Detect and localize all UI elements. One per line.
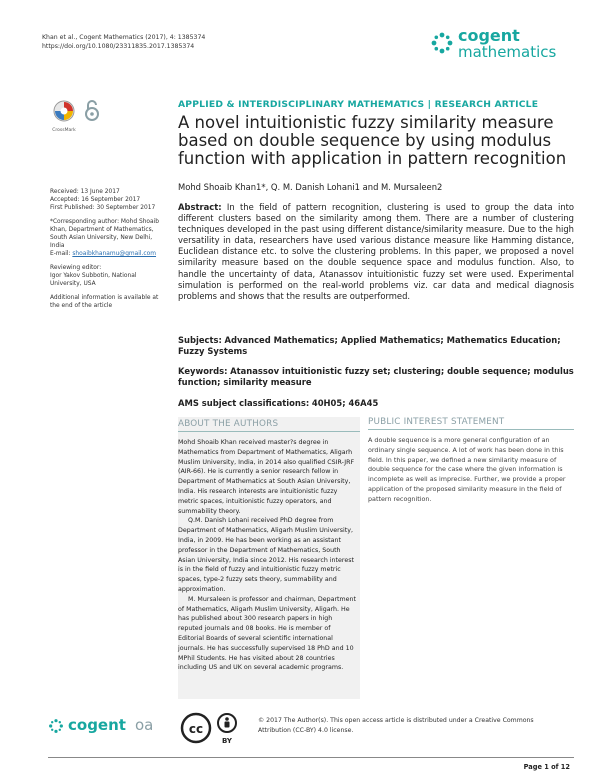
cogent-dots-icon bbox=[430, 31, 454, 55]
logo-brand: cogent bbox=[458, 26, 520, 45]
keywords bbox=[178, 366, 574, 388]
footer-logo-cogent: cogent bbox=[68, 716, 126, 734]
attribution-icon bbox=[214, 712, 240, 748]
crossmark-icon bbox=[50, 100, 78, 124]
reviewing-editor-label: Reviewing editor: bbox=[50, 265, 102, 271]
additional-info: Additional information is available at the end of the article bbox=[50, 295, 159, 309]
public-interest-heading: PUBLIC INTEREST STATEMENT bbox=[368, 417, 574, 430]
authors-line: Mohd Shoaib Khan1*, Q. M. Danish Lohani1 and M. Mursaleen2 bbox=[178, 182, 443, 192]
ams-value: 40H05; 46A45 bbox=[311, 398, 379, 408]
keywords-label: Keywords: bbox=[178, 366, 228, 376]
footer-divider bbox=[48, 757, 574, 758]
published-date: First Published: 30 September 2017 bbox=[50, 205, 156, 211]
abstract bbox=[178, 202, 574, 302]
open-access-badge bbox=[84, 100, 100, 122]
creative-commons-badge[interactable] bbox=[178, 712, 214, 748]
public-interest-statement bbox=[368, 417, 574, 505]
about-paragraph: Mohd Shoaib Khan received master?s degree in Mathematics from Department of Mathematics, Aligarh Muslim University, India, in 2014 also qualified CSIR-JRF (AIR-66). He is currently a senior research fellow in Department of Mathematics at South Asian University, India. His research interests are intuitionistic fuzzy metric spaces, intuitionistic fuzzy operators, and summability theory. bbox=[178, 439, 355, 515]
email-link[interactable]: shoaibkhanamu@gmail.com bbox=[72, 251, 157, 257]
license-text: © 2017 The Author(s). This open access article is distributed under a Creative Commons Attribution (CC-BY) 4.0 license. bbox=[258, 717, 534, 734]
subjects-value: Advanced Mathematics; Applied Mathematics; Mathematics Education; Fuzzy Systems bbox=[178, 335, 561, 356]
corresponding-author: *Corresponding author: Mohd Shoaib Khan, Department of Mathematics, South Asian University, New Delhi, India bbox=[50, 219, 160, 249]
email-label: E-mail: bbox=[50, 251, 71, 257]
public-interest-text: A double sequence is a more general configuration of an ordinary single sequence. A lot of work has been done in this field. In this paper, we defined a new similarity measure of double sequence for the case where the given information is incomplete as well as imprecise. Further, we provide a proper application of the proposed similarity measure in the field of pattern recognition. bbox=[368, 436, 566, 503]
doi-link[interactable]: https://doi.org/10.1080/23311835.2017.1385374 bbox=[42, 43, 195, 50]
about-paragraph: M. Mursaleen is professor and chairman, Department of Mathematics, Aligarh Muslim University, Aligarh. He has published about 300 research papers in high reputed journals and 08 books. He is member of Editorial Boards of several scientific international journals. He has successfully supervised 18 PhD and 10 MPhil Students. He has visited about 28 countries including US and UK on several academic programs. bbox=[178, 595, 356, 672]
crossmark-label: CrossMark bbox=[52, 128, 76, 133]
article-info-sidebar bbox=[50, 188, 168, 316]
subjects bbox=[178, 335, 574, 357]
citation-line: Khan et al., Cogent Mathematics (2017), 4: 1385374 bbox=[42, 34, 206, 41]
ams-label: AMS subject classifications: bbox=[178, 398, 310, 408]
header-citation bbox=[42, 33, 282, 51]
accepted-date: Accepted: 16 September 2017 bbox=[50, 197, 141, 203]
cogent-mathematics-logo bbox=[430, 28, 570, 64]
keywords-value: Atanassov intuitionistic fuzzy set; clustering; double sequence; modulus function; similarity measure bbox=[178, 366, 574, 387]
open-access-lock-icon bbox=[84, 100, 100, 122]
reviewing-editor: Igor Yakov Subbotin, National University, USA bbox=[50, 273, 137, 287]
cc-by-badge bbox=[214, 712, 240, 748]
about-the-authors-panel bbox=[178, 417, 360, 699]
article-title: A novel intuitionistic fuzzy similarity measure based on double sequence by using modulus function with application in pattern recognition bbox=[178, 113, 567, 168]
logo-sub: mathematics bbox=[458, 43, 557, 61]
abstract-text: In the field of pattern recognition, clustering is used to group the data into different clusters based on the similarity among them. There are a number of clustering techniques developed in the past using different distance/similarity measure. Due to the high versatility in data, researchers have used various distance measure like Hamming distance, Euclidean distance etc. to solve the clustering problems. In this paper, we proposed a novel similarity measure based on the double sequence space and modulus function. Also, to handle the uncertainty of data, Atanassov intuitionistic fuzzy set were used. Experimental simulation is performed on the real-world problems viz. car data and medical diagnosis problems and shows that the results are outperformed. bbox=[178, 202, 574, 301]
about-paragraph: Q.M. Danish Lohani received PhD degree from Department of Mathematics, Aligarh Muslim University, India, in 2009. He has been working as an assistant professor in the Department of Mathematics, South Asian University, India since 2012. His research interest is in the field of fuzzy and intuitionistic fuzzy metric spaces, type-2 fuzzy sets theory, summability and approximation. bbox=[178, 517, 354, 593]
crossmark-badge[interactable] bbox=[50, 100, 78, 133]
ams-classification bbox=[178, 398, 574, 409]
received-date: Received: 13 June 2017 bbox=[50, 189, 120, 195]
cc-icon bbox=[178, 712, 214, 748]
page-number: Page 1 of 12 bbox=[523, 763, 570, 771]
cogent-dots-icon bbox=[48, 718, 64, 734]
about-body bbox=[178, 438, 358, 673]
footer-logo-oa: oa bbox=[135, 716, 154, 734]
by-text: BY bbox=[221, 737, 233, 745]
about-heading: ABOUT THE AUTHORS bbox=[178, 419, 360, 432]
subjects-label: Subjects: bbox=[178, 335, 222, 345]
abstract-label: Abstract: bbox=[178, 202, 222, 212]
cogent-oa-logo bbox=[48, 716, 198, 734]
section-label: APPLIED & INTERDISCIPLINARY MATHEMATICS | RESEARCH ARTICLE bbox=[178, 99, 539, 110]
cc-text: cc bbox=[188, 722, 204, 736]
